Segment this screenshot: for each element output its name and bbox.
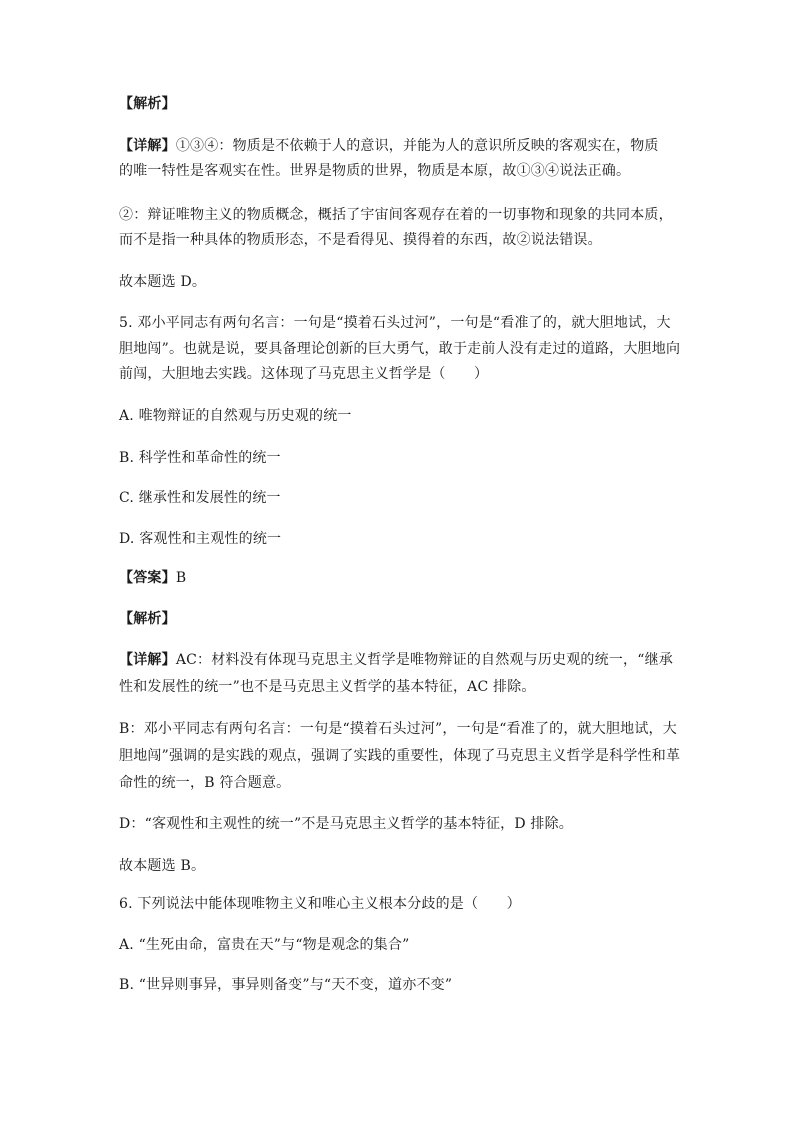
analysis-heading: 【解析】 bbox=[119, 96, 176, 112]
detail-paragraph-line bbox=[119, 650, 673, 670]
detail-paragraph-line bbox=[119, 136, 659, 156]
question-stem-line: 5. 邓小平同志有两句名言：一句是“摸着石头过河”，一句是“看准了的，就大胆地试，大 bbox=[119, 315, 671, 331]
detail-tag: 【详解】 bbox=[119, 652, 176, 668]
answer-line bbox=[119, 568, 186, 588]
conclusion-text: 故本题选 B。 bbox=[119, 858, 206, 874]
detail-paragraph-line: 而不是指一种具体的物质形态，不是看得见、摸得着的东西，故②说法错误。 bbox=[119, 232, 602, 248]
detail-paragraph-line: 性和发展性的统一”也不是马克思主义哲学的基本特征，AC 排除。 bbox=[119, 679, 536, 695]
option-a: A. “生死由命，富贵在天”与“物是观念的集合” bbox=[119, 937, 410, 953]
question-stem-line: 胆地闯”。也就是说，要具备理论创新的巨大勇气，敢于走前人没有走过的道路，大胆地向 bbox=[119, 341, 681, 357]
conclusion-text: 故本题选 D。 bbox=[119, 274, 207, 290]
detail-paragraph-line: 命性的统一，B 符合题意。 bbox=[119, 775, 291, 791]
detail-tag: 【详解】 bbox=[119, 138, 176, 154]
question-stem-line: 前闯，大胆地去实践。这体现了马克思主义哲学是（ ） bbox=[119, 366, 489, 382]
option-d: D. 客观性和主观性的统一 bbox=[119, 531, 282, 547]
detail-paragraph-line: B：邓小平同志有两句名言：一句是“摸着石头过河”，一句是“看准了的，就大胆地试，大 bbox=[119, 721, 677, 737]
analysis-heading: 【解析】 bbox=[119, 611, 176, 627]
option-b: B. “世异则事异，事异则备变”与“天不变，道亦不变” bbox=[119, 977, 453, 993]
answer-value: B bbox=[175, 570, 187, 586]
option-c: C. 继承性和发展性的统一 bbox=[119, 490, 281, 506]
question-stem-line: 6. 下列说法中能体现唯物主义和唯心主义根本分歧的是（ ） bbox=[119, 896, 521, 912]
answer-tag: 【答案】 bbox=[119, 570, 176, 586]
detail-paragraph-line: ②：辩证唯物主义的物质概念，概括了宇宙间客观存在着的一切事物和现象的共同本质， bbox=[119, 207, 673, 223]
detail-text: ①③④：物质是不依赖于人的意识，并能为人的意识所反映的客观实在，物质 bbox=[175, 138, 659, 154]
option-a: A. 唯物辩证的自然观与历史观的统一 bbox=[119, 408, 352, 424]
detail-paragraph-line: 的唯一特性是客观实在性。世界是物质的世界，物质是本原，故①③④说法正确。 bbox=[119, 163, 631, 179]
detail-text: AC：材料没有体现马克思主义哲学是唯物辩证的自然观与历史观的统一，“继承 bbox=[175, 652, 673, 668]
detail-paragraph-line: D：“客观性和主观性的统一”不是马克思主义哲学的基本特征，D 排除。 bbox=[119, 816, 574, 832]
detail-paragraph-line: 胆地闯”强调的是实践的观点，强调了实践的重要性，体现了马克思主义哲学是科学性和革 bbox=[119, 748, 681, 764]
option-b: B. 科学性和革命性的统一 bbox=[119, 450, 281, 466]
